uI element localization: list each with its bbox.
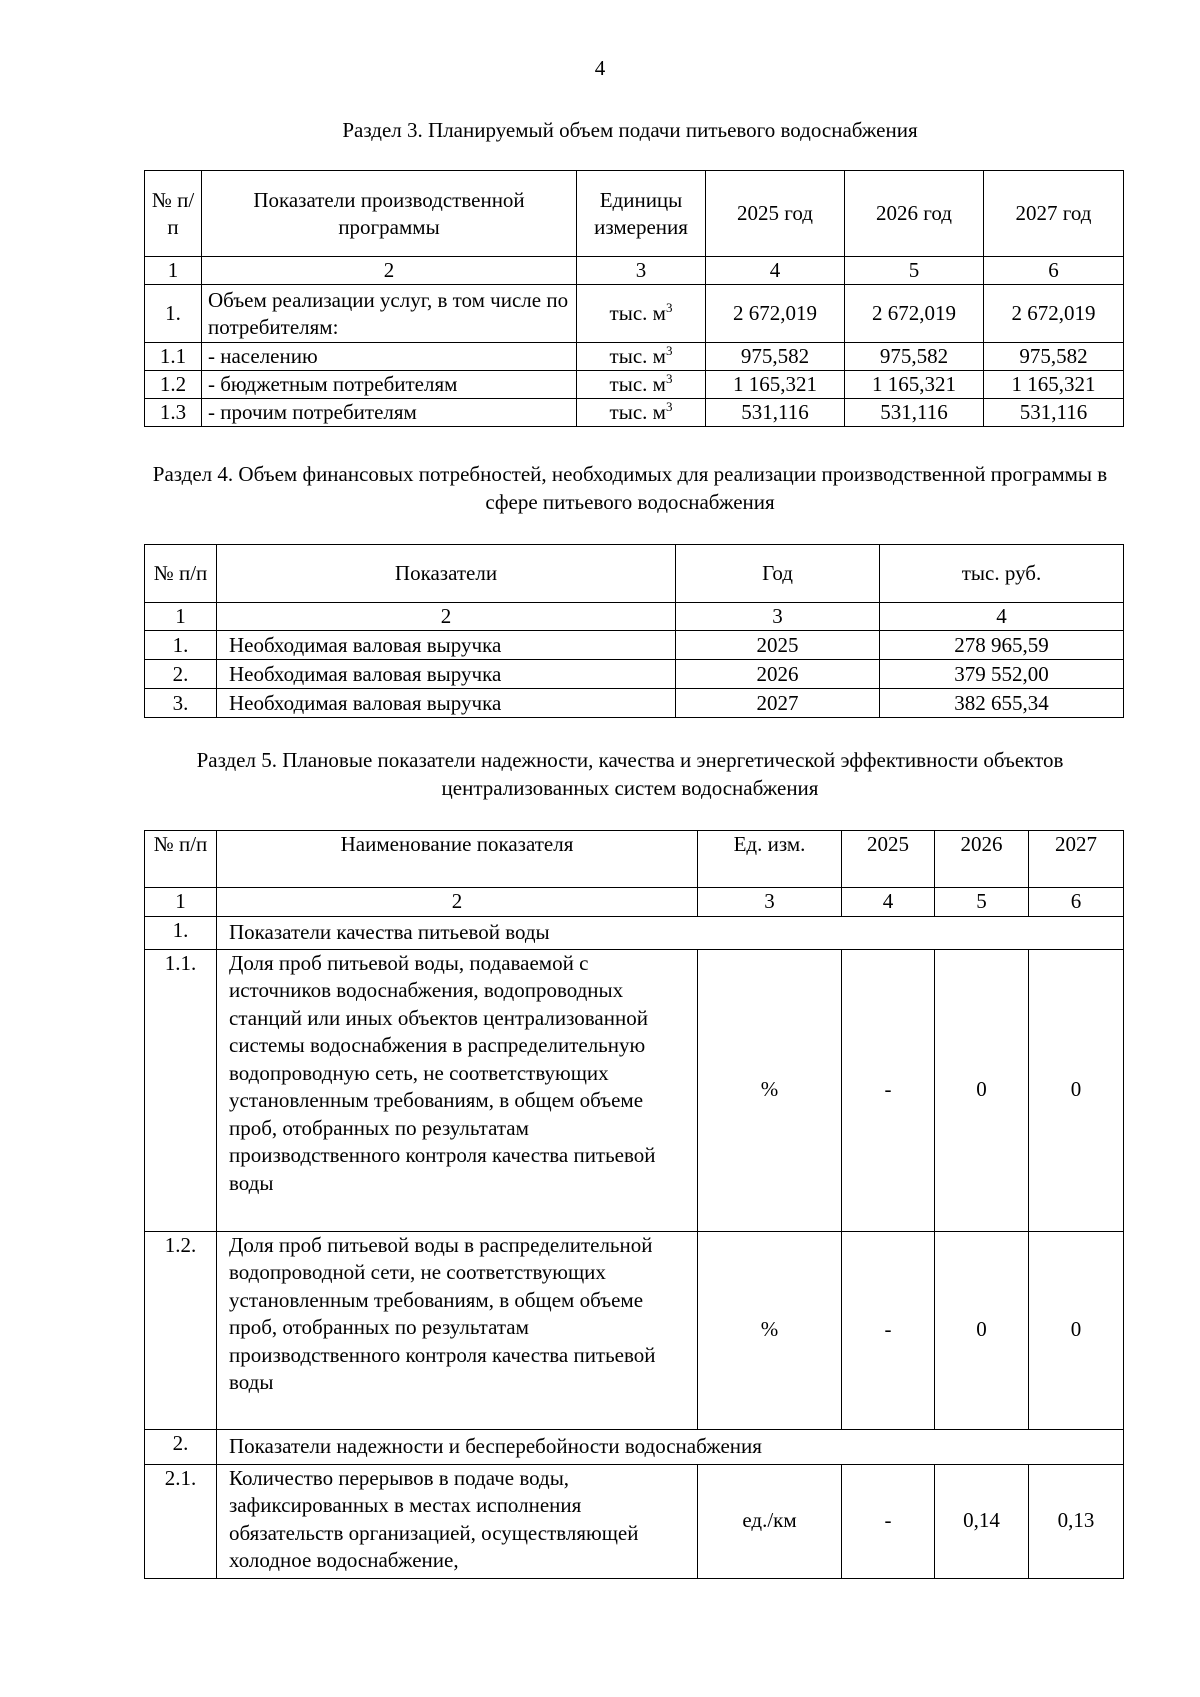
row-unit — [577, 343, 706, 371]
row-year: 2027 — [676, 689, 880, 718]
row-name: Объем реализации услуг, в том числе по потребителям: — [202, 285, 577, 343]
unit-superscript: 3 — [665, 300, 673, 315]
col-number: 5 — [845, 257, 984, 285]
unit-superscript: 3 — [665, 343, 673, 358]
row-unit: ед./км — [698, 1464, 842, 1578]
col-number: 4 — [880, 603, 1124, 631]
col-number: 3 — [698, 888, 842, 917]
column-number-row — [145, 888, 1124, 917]
table-row — [145, 631, 1124, 660]
row-name: - населению — [202, 343, 577, 371]
section-3-table — [144, 170, 1124, 427]
header-2026: 2026 — [935, 831, 1029, 888]
value-2026: 0,14 — [935, 1464, 1029, 1578]
value-2026: 975,582 — [845, 343, 984, 371]
row-name: Количество перерывов в подаче воды, зафиксированных в местах исполнения обязательств организацией, осуществляющей холодное водоснабжение, — [217, 1464, 698, 1578]
header-units: Единицы измерения — [577, 171, 706, 257]
group-num: 2. — [145, 1429, 217, 1464]
col-number: 4 — [706, 257, 845, 285]
value-2027: 2 672,019 — [984, 285, 1124, 343]
row-num: 1. — [145, 631, 217, 660]
header-name: Наименование показателя — [217, 831, 698, 888]
value-2025: - — [842, 1231, 935, 1429]
row-unit: % — [698, 949, 842, 1231]
value-2027: 531,116 — [984, 399, 1124, 427]
row-amount: 278 965,59 — [880, 631, 1124, 660]
unit-text: тыс. м — [609, 344, 666, 368]
col-number: 2 — [217, 888, 698, 917]
header-num: № п/п — [145, 545, 217, 603]
row-num: 2. — [145, 660, 217, 689]
col-number: 1 — [145, 603, 217, 631]
row-name: - прочим потребителям — [202, 399, 577, 427]
table-header-row — [145, 171, 1124, 257]
value-2027: 1 165,321 — [984, 371, 1124, 399]
section-5-table — [144, 830, 1124, 1579]
table-row — [145, 1464, 1124, 1578]
group-row — [145, 916, 1124, 949]
value-2025: 1 165,321 — [706, 371, 845, 399]
column-number-row — [145, 603, 1124, 631]
section-4-title: Раздел 4. Объем финансовых потребностей, необходимых для реализации производственной программы в сфере питьевого водоснабжения — [152, 462, 1108, 514]
header-2026: 2026 год — [845, 171, 984, 257]
col-number: 2 — [217, 603, 676, 631]
value-2027: 975,582 — [984, 343, 1124, 371]
col-number: 4 — [842, 888, 935, 917]
row-num: 1. — [145, 285, 202, 343]
row-num: 1.1 — [145, 343, 202, 371]
unit-text: тыс. м — [609, 400, 666, 424]
value-2026: 2 672,019 — [845, 285, 984, 343]
value-2025: 975,582 — [706, 343, 845, 371]
group-num: 1. — [145, 916, 217, 949]
row-name: Необходимая валовая выручка — [217, 689, 676, 718]
col-number: 1 — [145, 257, 202, 285]
row-name: Доля проб питьевой воды в распределительной водопроводной сети, не соответствующих установленным требованиям, в общем объеме проб, отобранных по результатам производственного контроля качества питьевой воды — [217, 1231, 698, 1429]
col-number: 2 — [202, 257, 577, 285]
col-number: 3 — [577, 257, 706, 285]
header-indicator: Показатели — [217, 545, 676, 603]
header-amount: тыс. руб. — [880, 545, 1124, 603]
row-num: 3. — [145, 689, 217, 718]
section-5-title: Раздел 5. Плановые показатели надежности, качества и энергетической эффективности объектов централизованных систем водоснабжения — [196, 748, 1064, 800]
group-name: Показатели надежности и бесперебойности водоснабжения — [217, 1429, 1124, 1464]
value-2025: - — [842, 949, 935, 1231]
table-row — [145, 1231, 1124, 1429]
unit-superscript: 3 — [665, 371, 673, 386]
unit-text: тыс. м — [609, 372, 666, 396]
row-num: 1.3 — [145, 399, 202, 427]
row-name: Необходимая валовая выручка — [217, 631, 676, 660]
table-header-row — [145, 831, 1124, 888]
table-header-row — [145, 545, 1124, 603]
value-2025: - — [842, 1464, 935, 1578]
row-name: Доля проб питьевой воды, подаваемой с источников водоснабжения, водопроводных станций или иных объектов централизованной системы водоснабжения в распределительную водопроводную сеть, не соответствующих установленным требованиям, в общем объеме проб, отобранных по результатам производственного контроля качества питьевой воды — [217, 949, 698, 1231]
header-2025: 2025 год — [706, 171, 845, 257]
col-number: 6 — [1029, 888, 1124, 917]
value-2027: 0,13 — [1029, 1464, 1124, 1578]
header-2025: 2025 — [842, 831, 935, 888]
table-row — [145, 399, 1124, 427]
row-name: Необходимая валовая выручка — [217, 660, 676, 689]
row-unit — [577, 399, 706, 427]
header-indicator: Показатели производственной программы — [202, 171, 577, 257]
row-unit: % — [698, 1231, 842, 1429]
value-2025: 2 672,019 — [706, 285, 845, 343]
row-num: 1.2. — [145, 1231, 217, 1429]
table-row — [145, 689, 1124, 718]
row-num: 1.2 — [145, 371, 202, 399]
row-year: 2026 — [676, 660, 880, 689]
header-unit: Ед. изм. — [698, 831, 842, 888]
table-row — [145, 371, 1124, 399]
value-2026: 0 — [935, 949, 1029, 1231]
header-2027: 2027 — [1029, 831, 1124, 888]
row-unit — [577, 371, 706, 399]
row-amount: 382 655,34 — [880, 689, 1124, 718]
table-row — [145, 343, 1124, 371]
col-number: 6 — [984, 257, 1124, 285]
table-row — [145, 285, 1124, 343]
value-2026: 0 — [935, 1231, 1029, 1429]
header-year: Год — [676, 545, 880, 603]
row-year: 2025 — [676, 631, 880, 660]
group-name: Показатели качества питьевой воды — [217, 916, 1124, 949]
header-num: № п/п — [145, 831, 217, 888]
value-2027: 0 — [1029, 1231, 1124, 1429]
header-2027: 2027 год — [984, 171, 1124, 257]
value-2025: 531,116 — [706, 399, 845, 427]
page-number: 4 — [594, 56, 606, 80]
header-num: № п/п — [145, 171, 202, 257]
column-number-row — [145, 257, 1124, 285]
col-number: 3 — [676, 603, 880, 631]
row-unit — [577, 285, 706, 343]
row-num: 1.1. — [145, 949, 217, 1231]
value-2026: 531,116 — [845, 399, 984, 427]
value-2026: 1 165,321 — [845, 371, 984, 399]
row-num: 2.1. — [145, 1464, 217, 1578]
section-4-table — [144, 544, 1124, 718]
col-number: 1 — [145, 888, 217, 917]
table-row — [145, 949, 1124, 1231]
col-number: 5 — [935, 888, 1029, 917]
unit-text: тыс. м — [609, 301, 666, 325]
row-amount: 379 552,00 — [880, 660, 1124, 689]
value-2027: 0 — [1029, 949, 1124, 1231]
table-row — [145, 660, 1124, 689]
group-row — [145, 1429, 1124, 1464]
section-3-title: Раздел 3. Планируемый объем подачи питьевого водоснабжения — [342, 118, 918, 142]
unit-superscript: 3 — [665, 399, 673, 414]
row-name: - бюджетным потребителям — [202, 371, 577, 399]
